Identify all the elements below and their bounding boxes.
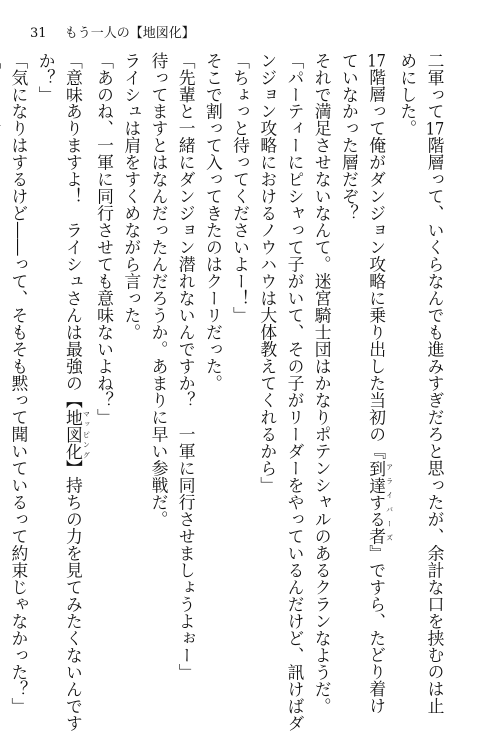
text-line-12: ライシュは肩をすくめながら言った。 [121,52,142,341]
text-line-2: めにした。 [397,52,418,137]
page-number: 31 [30,26,47,41]
text-line-4: ていなかった層だぞ？ [339,52,360,222]
ruby-mappingu-reading: マッピング [82,408,91,460]
upright-number: 17 [367,52,386,69]
text-line-13: 「あのね、一軍に同行させても意味ないよね？」 [94,52,115,426]
text-line-9: そこで割って入ってきたのはクーリだった。 [203,52,224,392]
text-line-16: 「気になりはするけど――って、そもそも黙って聞いているって約束じゃなかった？」 [8,52,29,715]
vertical-body-text [8,52,448,732]
upright-number: 17 [425,119,445,137]
text-line-15: か？」 [36,52,57,103]
text-line-7: ンジョン攻略におけるノウハウは大体教えてくれるから」 [257,52,278,494]
ruby-mappingu: 地図化 マッピング [63,408,91,460]
running-header [30,26,195,42]
chapter-title: もう一人の【地図化】 [64,26,195,41]
text-line-10: 「先輩と一緒にダンジョン潜れないんですか？ 一軍に同行させましょうよぉー」 [176,52,197,681]
text-line-3: 17階層って俺がダンジョン攻略に乗り出した当初の『到達する者 アライバーズ』ですら、たどり着け [366,52,394,715]
text-line-11: 待ってますとはなんだったんだろうか。あまりに早い参戦だ。 [148,52,169,528]
text-line-14: 「意味ありますよ！ ライシュさんは最強の【地図化 マッピング】持ちの力を見てみたくないんです [63,52,91,732]
text-line-8: 「ちょっと待ってくださいよー！」 [230,52,251,324]
ruby-araibazu-reading: アライバーズ [385,459,394,545]
text-line-1: 二軍って17階層って、いくらなんでも進みすぎだろと思ったが、余計な口を挟むのは止 [425,52,445,715]
text-line-6: 「パーティーにピシャって子がいて、その子がリーダーをやっているんだけど、訊けばダ [284,52,305,732]
ruby-araibazu: 到達する者 アライバーズ [366,459,394,545]
text-line-5: それで満足させないなんて。迷宮騎士団はかなりポテンシャルのあるクランなようだ。 [312,52,333,715]
